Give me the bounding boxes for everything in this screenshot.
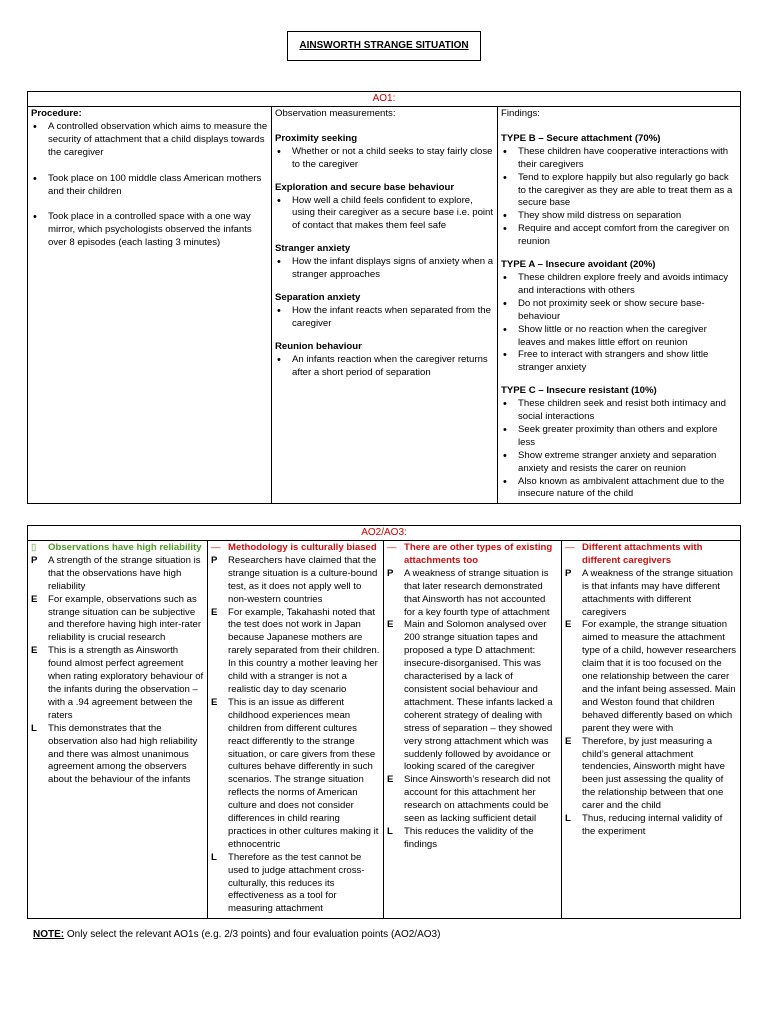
- point-text: Therefore, by just measuring a child’s general attachment tendencies, Ainsworth might have been just assessing the quality of the relationship between that one carer and the child: [582, 735, 725, 812]
- point-letter: P: [31, 554, 38, 566]
- point-text: This reduces the validity of the findings: [404, 825, 534, 850]
- section-title: TYPE A – Insecure avoidant (20%): [501, 259, 656, 271]
- point-text: For example, the strange situation aimed to measure the attachment type of a child, however researchers claim that it is too focused on the one relationship between the carer and the infant being assessed. Main and Weston found that children behaved differently based on which parent they were with: [582, 619, 737, 734]
- list-item: • A controlled observation which aims to measure the security of attachment that a child displays towards the caregiver: [31, 121, 268, 160]
- pe-point: [31, 723, 204, 788]
- point-text: A weakness of strange situation is that later research demonstrated that Ainsworth has not accounted for a key fourth type of attachment: [404, 567, 550, 618]
- pe-point: [31, 645, 204, 722]
- point-letter: P: [211, 554, 218, 566]
- section-title: Exploration and secure base behaviour: [275, 181, 455, 193]
- point-letter: P: [565, 567, 572, 579]
- list-item: • Do not proximity seek or show secure base-behaviour: [501, 298, 737, 324]
- point-letter: L: [31, 722, 37, 734]
- point-letter: E: [565, 735, 572, 747]
- list-item: • An infants reaction when the caregiver returns after a short period of separation: [275, 354, 494, 380]
- list-item: • Took place on 100 middle class American mothers and their children: [31, 173, 268, 199]
- pe-point: [211, 607, 380, 697]
- list-item: • Took place in a controlled space with a one way mirror, which psychologists observed the infants over 8 episodes (each lasting 3 minutes): [31, 211, 268, 250]
- point-text: Therefore as the test cannot be used to judge attachment cross-culturally, this reduces its effectiveness as a tool for measuring attachment: [228, 851, 365, 915]
- evaluation-heading: [387, 542, 558, 568]
- measurements-heading: Observation measurements:: [275, 108, 396, 119]
- list-item: • Whether or not a child seeks to stay fairly close to the caregiver: [275, 146, 494, 172]
- pe-point: [31, 555, 204, 594]
- point-letter: L: [387, 825, 393, 837]
- list-item: • How the infant reacts when separated from the caregiver: [275, 305, 494, 331]
- point-letter: E: [387, 774, 394, 786]
- section-title: TYPE C – Insecure resistant (10%): [501, 385, 657, 397]
- pe-point: [211, 697, 380, 852]
- section-list: [275, 305, 494, 331]
- point-text: Researchers have claimed that the strange situation is a culture-bound test, as it does not apply well to non-western countries: [228, 554, 378, 605]
- section-title: Proximity seeking: [275, 132, 358, 144]
- section-list: [501, 272, 737, 375]
- section-list: [275, 354, 494, 380]
- section-list: [275, 256, 494, 282]
- list-item: • Seek greater proximity than others and explore less: [501, 424, 737, 450]
- pe-point: [387, 619, 558, 774]
- findings-cell: [498, 107, 741, 504]
- procedure-heading: Procedure:: [31, 108, 82, 119]
- ao2-table: [27, 525, 741, 919]
- dash-icon: —: [211, 542, 221, 553]
- pe-point: [565, 619, 737, 735]
- pe-point: [565, 568, 737, 620]
- point-letter: E: [31, 645, 38, 657]
- procedure-cell: [28, 107, 272, 504]
- pe-point: [31, 594, 204, 646]
- dash-icon: —: [387, 542, 397, 553]
- evaluation-heading-text: Observations have high reliability: [48, 542, 202, 553]
- note-text: Only select the relevant AO1s (e.g. 2/3 points) and four evaluation points (AO2/AO3): [64, 929, 441, 940]
- point-text: Since Ainsworth’s research did not account for this attachment her research on attachments could be seen as lacking sufficient detail: [404, 774, 551, 825]
- point-letter: E: [565, 619, 572, 631]
- point-letter: P: [387, 567, 394, 579]
- evaluation-heading-text: Different attachments with different caregivers: [582, 542, 703, 566]
- pe-point: [211, 555, 380, 607]
- list-item: • Tend to explore happily but also regularly go back to the caregiver as they are able to treat them as a secure base: [501, 172, 737, 211]
- section-title: TYPE B – Secure attachment (70%): [501, 132, 661, 144]
- checkbox-icon: ▯: [31, 542, 37, 553]
- point-text: For example, observations such as strange situation can be subjective and therefore having high inter-rater reliability is crucial research: [48, 593, 202, 644]
- document-title: AINSWORTH STRANGE SITUATION: [299, 39, 469, 51]
- point-letter: L: [211, 851, 217, 863]
- section-title: Stranger anxiety: [275, 243, 351, 255]
- list-item: • Free to interact with strangers and show little stranger anxiety: [501, 349, 737, 375]
- ao2-header: AO2/AO3:: [28, 526, 741, 541]
- point-text: Thus, reducing internal validity of the experiment: [582, 813, 723, 837]
- list-item: • They show mild distress on separation: [501, 210, 737, 223]
- list-item: • Show little or no reaction when the caregiver leaves and makes little effort on reunion: [501, 324, 737, 350]
- pe-point: [387, 568, 558, 620]
- list-item: • How the infant displays signs of anxiety when a stranger approaches: [275, 256, 494, 282]
- findings-heading: Findings:: [501, 108, 540, 119]
- pe-point: [387, 774, 558, 826]
- footer-note: [33, 929, 440, 942]
- point-text: For example, Takahashi noted that the test does not work in Japan because Japanese mothers are rarely separated from their children. In this country a mother leaving her child with a stranger is not a realistic day to day scenario: [228, 606, 380, 695]
- point-text: A strength of the strange situation is that the observations have high reliability: [48, 554, 201, 592]
- section-title: Separation anxiety: [275, 291, 361, 303]
- point-letter: L: [565, 813, 571, 825]
- ao1-table: [27, 91, 741, 504]
- list-item: • Require and accept comfort from the caregiver on reunion: [501, 223, 737, 249]
- evaluation-heading-text: Methodology is culturally biased: [228, 542, 377, 553]
- pe-point: [211, 852, 380, 917]
- document-title-box: [287, 31, 481, 61]
- section-list: [501, 146, 737, 249]
- section-title: Reunion behaviour: [275, 340, 362, 352]
- point-letter: E: [211, 696, 218, 708]
- point-text: Main and Solomon analysed over 200 strange situation tapes and proposed a type D attachment: insecure-disorganised. This was characterised by a lack of consistent social behaviour and attachment. These infants lacked a coherent strategy of dealing with stress of separation – they showed very strong attachment which was suddenly followed by avoidance or looking scared of the caregiver: [404, 619, 553, 773]
- point-letter: E: [211, 606, 218, 618]
- list-item: • These children seek and resist both intimacy and social interactions: [501, 398, 737, 424]
- pe-point: [387, 826, 558, 852]
- point-text: This is an issue as different childhood experiences mean children from different cultures react differently to the strange situation, or care givers from these cultures behave differently in such scenarios. The strange situation reflects the norms of American culture and does not consider differences in child rearing practices in other cultures making it ethnocentric: [228, 696, 379, 850]
- point-text: This is a strength as Ainsworth found almost perfect agreement when rating exploratory behaviour of the infants during the observation – with a .94 agreement between the raters: [48, 645, 204, 721]
- list-item: • These children explore freely and avoids intimacy and interactions with others: [501, 272, 737, 298]
- pe-point: [565, 736, 737, 813]
- dash-icon: —: [565, 542, 575, 553]
- point-text: A weakness of the strange situation is that infants may have different attachments with different caregivers: [582, 567, 733, 618]
- point-letter: E: [31, 593, 38, 605]
- evaluation-heading: [565, 542, 737, 568]
- point-text: This demonstrates that the observation also had high reliability and there was almost unanimous agreement among the observers about the behaviour of the infants: [48, 722, 198, 786]
- evaluation-column-cultural-bias: [208, 541, 384, 919]
- point-letter: E: [387, 619, 394, 631]
- list-item: • These children have cooperative interactions with their caregivers: [501, 146, 737, 172]
- evaluation-column-other-types: [384, 541, 562, 919]
- procedure-list: [31, 121, 268, 250]
- pe-point: [565, 813, 737, 839]
- evaluation-heading: [31, 542, 204, 555]
- evaluation-heading: [211, 542, 380, 555]
- list-item: • Show extreme stranger anxiety and separation anxiety and resists the carer on reunion: [501, 450, 737, 476]
- measurements-cell: [272, 107, 498, 504]
- section-list: [501, 398, 737, 501]
- ao1-header: AO1:: [28, 92, 741, 107]
- list-item: • Also known as ambivalent attachment due to the insecure nature of the child: [501, 476, 737, 502]
- section-list: [275, 195, 494, 234]
- evaluation-heading-text: There are other types of existing attachments too: [404, 542, 553, 566]
- evaluation-column-different-caregivers: [562, 541, 741, 919]
- section-list: [275, 146, 494, 172]
- evaluation-column-reliability: [28, 541, 208, 919]
- note-label: NOTE:: [33, 929, 65, 940]
- list-item: • How well a child feels confident to explore, using their caregiver as a secure base i.e. point of contact that makes them feel safe: [275, 195, 494, 234]
